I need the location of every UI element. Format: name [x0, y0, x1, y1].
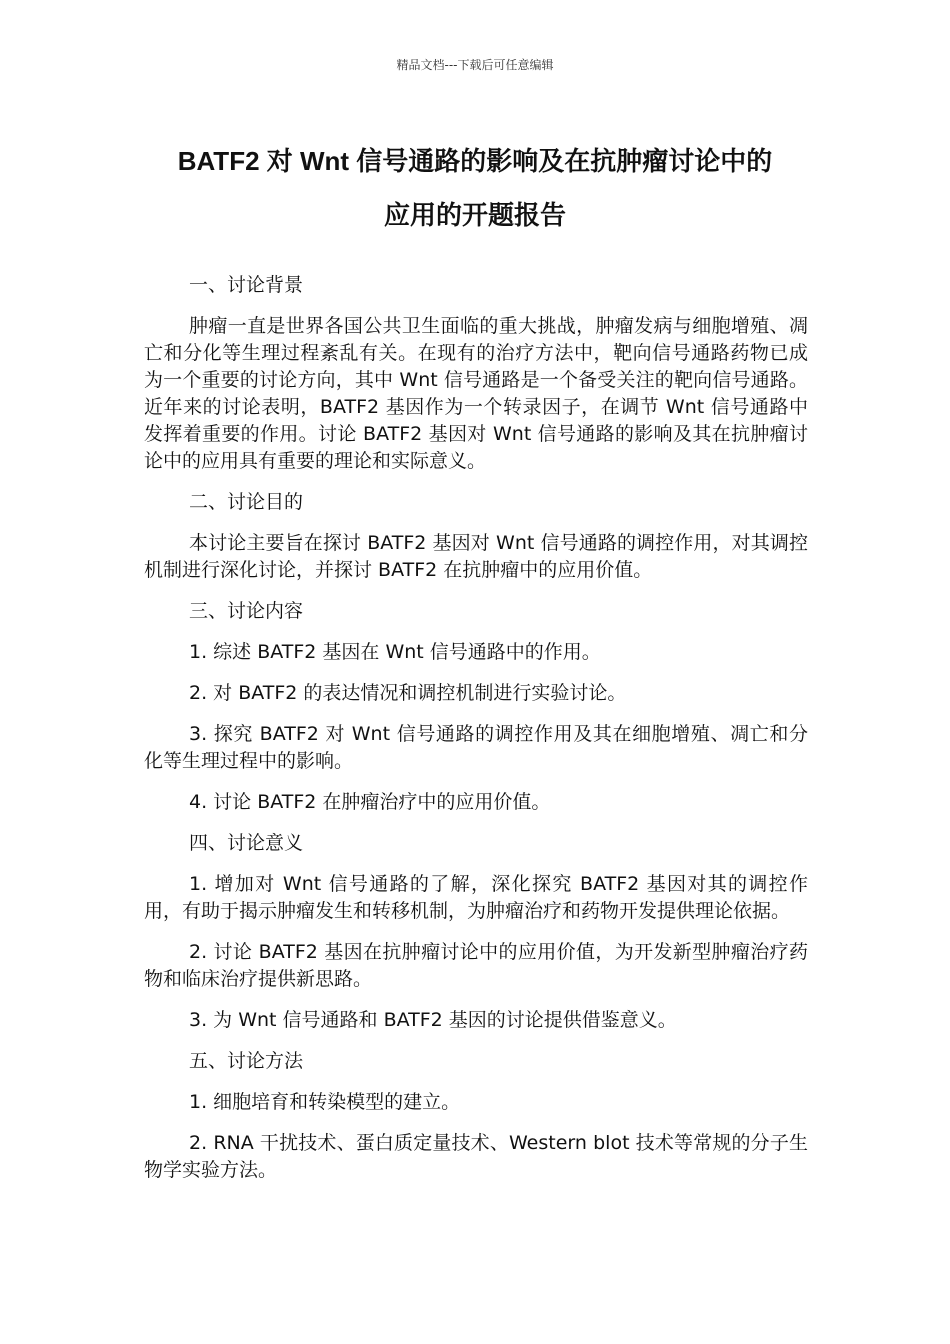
significance-item-3: 3. 为 Wnt 信号通路和 BATF2 基因的讨论提供借鉴意义。 [189, 1009, 677, 1031]
significance-item-1: 1. 增加对 Wnt 信号通路的了解，深化探究 BATF2 基因对其的调控作用，有助于揭示肿瘤发生和转移机制，为肿瘤治疗和药物开发提供理论依据。 [144, 873, 808, 922]
significance-item-2: 2. 讨论 BATF2 基因在抗肿瘤讨论中的应用价值，为开发新型肿瘤治疗药物和临床治疗提供新思路。 [144, 941, 808, 990]
content-item-3: 3. 探究 BATF2 对 Wnt 信号通路的调控作用及其在细胞增殖、凋亡和分化等生理过程中的影响。 [144, 723, 808, 772]
section-heading-significance: 四、讨论意义 [189, 832, 304, 854]
document-body [144, 272, 808, 1198]
content-item-1: 1. 综述 BATF2 基因在 Wnt 信号通路中的作用。 [189, 641, 601, 663]
section-heading-purpose: 二、讨论目的 [189, 491, 304, 513]
section-heading-content: 三、讨论内容 [189, 600, 304, 622]
paragraph-background: 肿瘤一直是世界各国公共卫生面临的重大挑战，肿瘤发病与细胞增殖、凋亡和分化等生理过程紊乱有关。在现有的治疗方法中，靶向信号通路药物已成为一个重要的讨论方向，其中 Wnt 信号通路是一个备受关注的靶向信号通路。近年来的讨论表明，BATF2 基因作为一个转录因子，在调节 Wnt 信号通路中发挥着重要的作用。讨论 BATF2 基因对 Wnt 信号通路的影响及其在抗肿瘤讨论中的应用具有重要的理论和实际意义。 [144, 315, 808, 472]
page-header: 精品文档---下载后可任意编辑 [396, 58, 554, 72]
section-heading-methods: 五、讨论方法 [189, 1050, 304, 1072]
paragraph-purpose: 本讨论主要旨在探讨 BATF2 基因对 Wnt 信号通路的调控作用，对其调控机制进行深化讨论，并探讨 BATF2 在抗肿瘤中的应用价值。 [144, 532, 808, 581]
title-line-2: 应用的开题报告 [383, 200, 566, 230]
content-item-2: 2. 对 BATF2 的表达情况和调控机制进行实验讨论。 [189, 682, 627, 704]
content-item-4: 4. 讨论 BATF2 在肿瘤治疗中的应用价值。 [189, 791, 551, 813]
document-title [120, 134, 830, 242]
methods-item-1: 1. 细胞培育和转染模型的建立。 [189, 1091, 461, 1113]
title-line-1: BATF2 对 Wnt 信号通路的影响及在抗肿瘤讨论中的 [177, 146, 773, 176]
section-heading-background: 一、讨论背景 [189, 274, 304, 296]
methods-item-2: 2. RNA 干扰技术、蛋白质定量技术、Western blot 技术等常规的分子生物学实验方法。 [144, 1132, 808, 1181]
